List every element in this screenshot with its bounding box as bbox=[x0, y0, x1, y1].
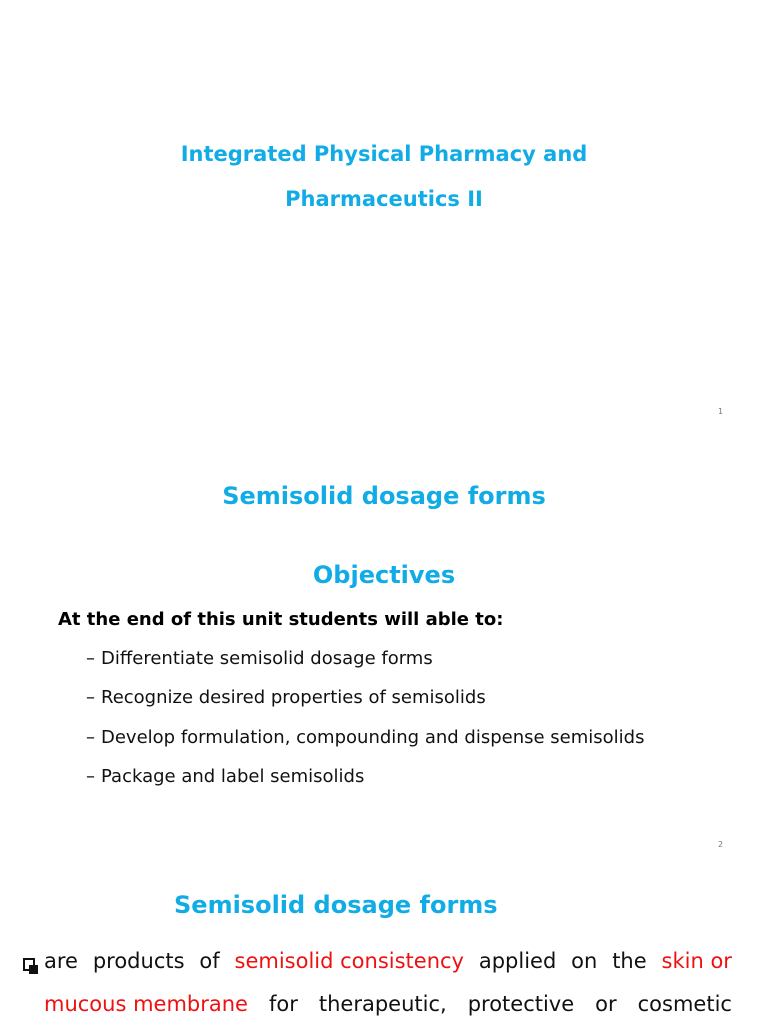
highlight-skin-or: skin or bbox=[661, 949, 732, 973]
objective-text: Differentiate semisolid dosage forms bbox=[101, 648, 433, 669]
slide2-page-number: 2 bbox=[718, 840, 724, 849]
objective-item-3 bbox=[86, 727, 645, 748]
word: for bbox=[268, 992, 298, 1016]
slide2-subtitle: Objectives bbox=[312, 561, 456, 589]
slide2-title: Semisolid dosage forms bbox=[222, 482, 546, 510]
objective-text: Recognize desired properties of semisolids bbox=[101, 687, 486, 708]
word: products bbox=[92, 949, 185, 973]
objective-text: Package and label semisolids bbox=[101, 766, 365, 787]
highlight-semisolid-consistency: semisolid consistency bbox=[234, 949, 464, 973]
word: protective bbox=[467, 992, 575, 1016]
word: are bbox=[44, 949, 78, 973]
word: the bbox=[612, 949, 647, 973]
word: cosmetic bbox=[637, 992, 732, 1016]
square-bullet-icon bbox=[23, 958, 35, 971]
word: therapeutic, bbox=[318, 992, 447, 1016]
dash-glyph: – bbox=[86, 766, 95, 787]
word: of bbox=[199, 949, 220, 973]
objective-item-1 bbox=[86, 648, 433, 669]
dash-glyph: – bbox=[86, 687, 95, 708]
slide3-line2 bbox=[44, 992, 732, 1016]
slide3-title: Semisolid dosage forms bbox=[174, 891, 498, 919]
slide1-title-line2: Pharmaceutics II bbox=[285, 187, 483, 211]
objective-item-2 bbox=[86, 687, 486, 708]
word: on bbox=[571, 949, 598, 973]
slide2-intro: At the end of this unit students will able to: bbox=[58, 609, 504, 630]
slide3-line1 bbox=[44, 949, 732, 973]
word: applied bbox=[478, 949, 557, 973]
dash-glyph: – bbox=[86, 648, 95, 669]
objective-item-4 bbox=[86, 766, 364, 787]
word: or bbox=[595, 992, 617, 1016]
dash-glyph: – bbox=[86, 727, 95, 748]
highlight-mucous-membrane: mucous membrane bbox=[44, 992, 248, 1016]
objective-text: Develop formulation, compounding and dispense semisolids bbox=[101, 727, 645, 748]
slide1-title-line1: Integrated Physical Pharmacy and bbox=[180, 142, 588, 166]
slide1-page-number: 1 bbox=[718, 407, 724, 416]
